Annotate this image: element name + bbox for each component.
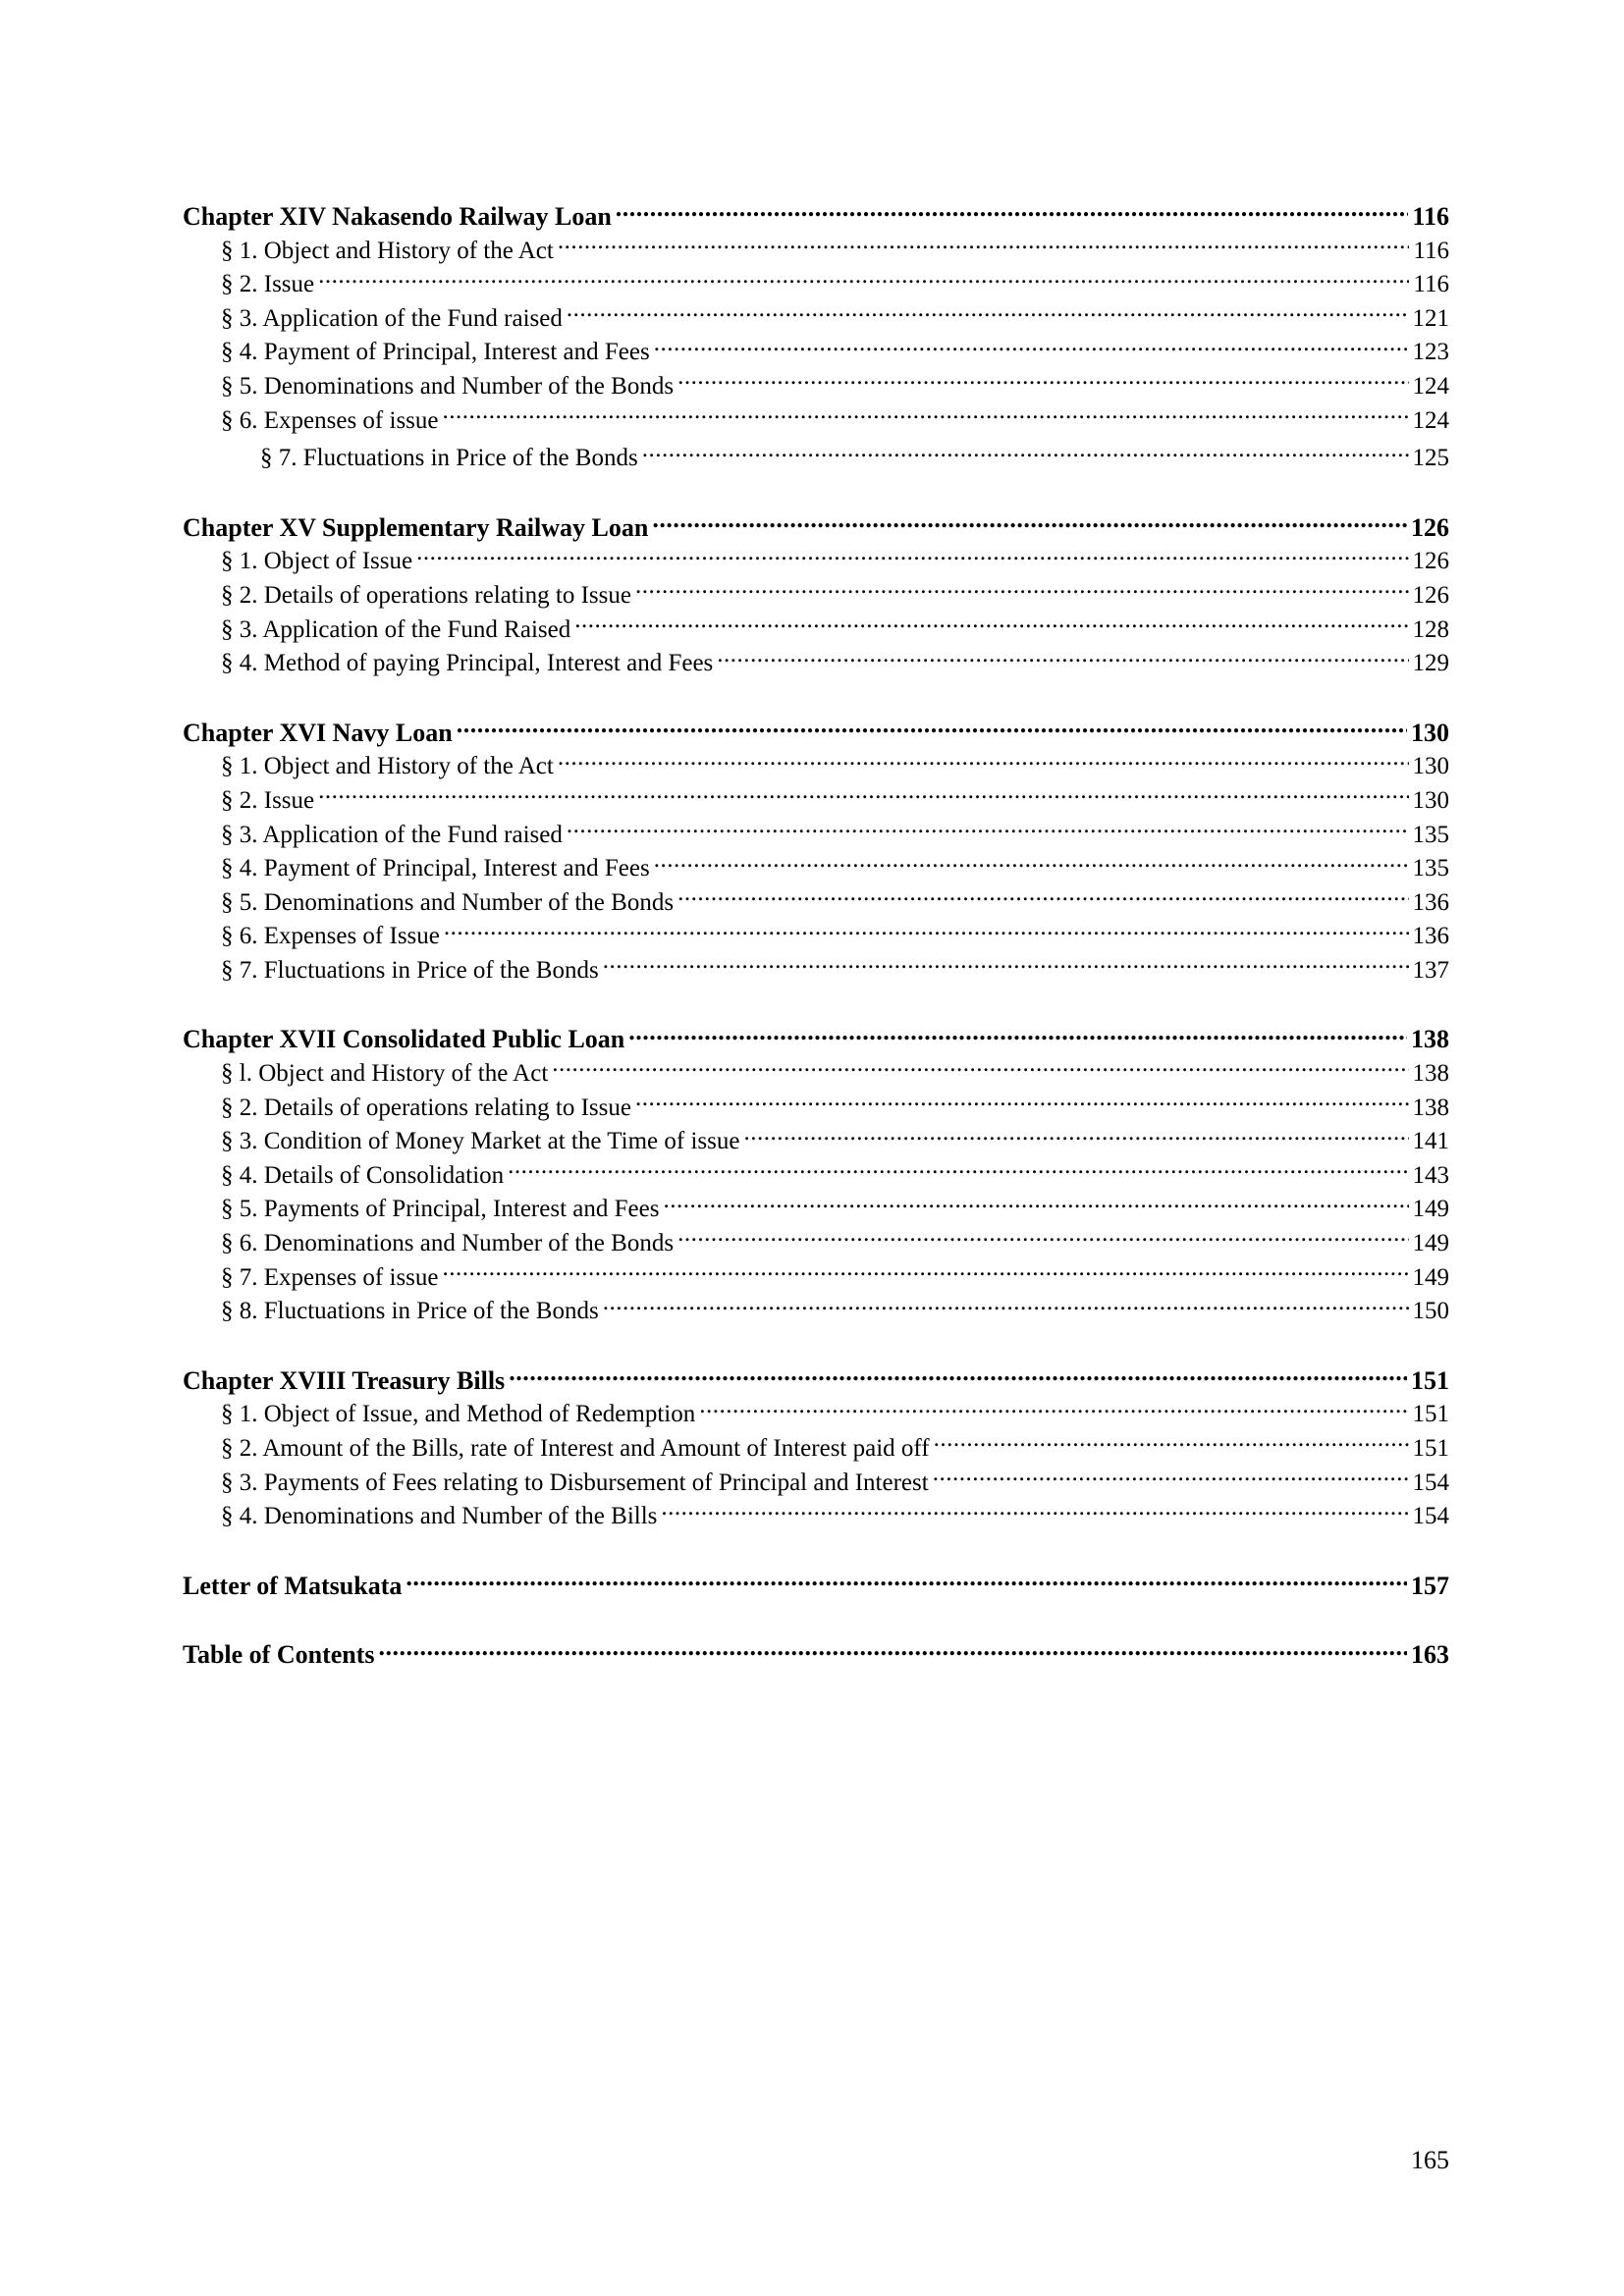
chapter-page-number: 157: [1411, 1571, 1449, 1600]
dot-leader: [567, 301, 1409, 326]
toc-section-entry: [183, 441, 1449, 475]
section-page-number: 128: [1412, 615, 1449, 643]
toc-chapter-heading: [183, 1363, 1449, 1398]
toc-section-entry: [183, 783, 1449, 818]
toc-chapter: [183, 716, 1449, 988]
section-title: § 1. Object and History of the Act: [221, 753, 554, 780]
toc-section-entry: [183, 267, 1449, 301]
dot-leader: [677, 885, 1408, 910]
toc-section-entry: [183, 818, 1449, 852]
dot-leader: [318, 783, 1408, 808]
section-page-number: 124: [1412, 406, 1449, 434]
chapter-title: Chapter XVIII Treasury Bills: [183, 1365, 506, 1395]
toc-section-entry: [183, 919, 1449, 953]
toc-chapter: [183, 1569, 1449, 1603]
chapter-title: Chapter XIV Nakasendo Railway Loan: [183, 202, 612, 231]
toc-section-entry: [183, 613, 1449, 647]
section-page-number: 116: [1413, 271, 1449, 298]
toc-section-entry: [183, 403, 1449, 438]
toc-chapter-heading: [183, 1637, 1449, 1672]
section-page-number: 121: [1412, 304, 1449, 332]
section-page-number: 137: [1412, 956, 1449, 984]
toc-chapter-heading: [183, 1569, 1449, 1603]
section-title: § 3. Application of the Fund raised: [221, 821, 563, 848]
toc-section-entry: [183, 1124, 1449, 1158]
chapter-page-number: 138: [1411, 1025, 1449, 1054]
section-title: § 7. Expenses of issue: [221, 1263, 439, 1291]
chapter-page-number: 151: [1411, 1365, 1449, 1395]
section-title: § 4. Payment of Principal, Interest and Fees: [221, 855, 650, 882]
section-title: § 6. Expenses of issue: [221, 406, 439, 434]
section-page-number: 141: [1412, 1128, 1449, 1155]
section-title: § 8. Fluctuations in Price of the Bonds: [221, 1298, 599, 1325]
section-title: § 7. Fluctuations in Price of the Bonds: [221, 956, 599, 984]
toc-section-entry: [183, 1294, 1449, 1328]
section-page-number: 143: [1412, 1161, 1449, 1189]
toc-section-entry: [183, 953, 1449, 988]
toc-section-entry: [183, 646, 1449, 680]
section-page-number: 149: [1412, 1230, 1449, 1257]
section-page-number: 149: [1412, 1263, 1449, 1291]
section-title: § 2. Amount of the Bills, rate of Interest and Amount of Interest paid off: [221, 1435, 930, 1462]
chapter-title: Letter of Matsukata: [183, 1571, 403, 1600]
section-page-number: 126: [1412, 581, 1449, 609]
toc-chapter-heading: [183, 1022, 1449, 1056]
section-page-number: 125: [1412, 445, 1449, 472]
section-page-number: 149: [1412, 1196, 1449, 1223]
section-page-number: 123: [1412, 339, 1449, 366]
dot-leader: [616, 199, 1409, 225]
dot-leader: [444, 919, 1409, 943]
dot-leader: [642, 441, 1409, 465]
section-title: § 2. Details of operations relating to Issue: [221, 581, 631, 609]
toc-chapter: [183, 510, 1449, 680]
toc-section-entry: [183, 1397, 1449, 1431]
toc-chapter: [183, 1363, 1449, 1533]
toc-section-entry: [183, 369, 1449, 403]
section-page-number: 129: [1412, 650, 1449, 677]
section-title: § 2. Issue: [221, 271, 315, 298]
dot-leader: [603, 1294, 1409, 1318]
dot-leader: [558, 234, 1410, 258]
toc-section-entry: [183, 578, 1449, 613]
section-title: § 5. Denominations and Number of the Bonds: [221, 372, 675, 400]
section-title: § 5. Denominations and Number of the Bonds: [221, 888, 675, 916]
dot-leader: [379, 1637, 1407, 1663]
section-title: § 1. Object of Issue: [221, 548, 413, 575]
section-title: § 7. Fluctuations in Price of the Bonds: [260, 445, 638, 472]
toc-section-entry: [183, 1226, 1449, 1260]
toc-chapter-heading: [183, 716, 1449, 750]
section-page-number: 138: [1412, 1094, 1449, 1121]
dot-leader: [552, 1056, 1408, 1081]
dot-leader: [443, 403, 1409, 428]
section-page-number: 138: [1412, 1060, 1449, 1088]
section-title: § 4. Method of paying Principal, Interest and Fees: [221, 650, 714, 677]
section-page-number: 135: [1412, 821, 1449, 848]
dot-leader: [574, 613, 1408, 637]
section-page-number: 116: [1413, 237, 1449, 264]
toc-chapter: [183, 199, 1449, 475]
toc-section-entry: [183, 1499, 1449, 1533]
section-page-number: 154: [1412, 1468, 1449, 1496]
section-title: § 2. Issue: [221, 786, 315, 814]
section-page-number: 136: [1412, 888, 1449, 916]
dot-leader: [699, 1397, 1408, 1421]
section-title: § 4. Details of Consolidation: [221, 1161, 505, 1189]
dot-leader: [663, 1192, 1408, 1216]
section-title: § 3. Condition of Money Market at the Time of issue: [221, 1128, 740, 1155]
chapter-title: Chapter XVII Consolidated Public Loan: [183, 1025, 625, 1054]
toc-section-entry: [183, 1466, 1449, 1500]
dot-leader: [677, 1226, 1408, 1251]
toc-section-entry: [183, 749, 1449, 783]
dot-leader: [318, 267, 1409, 292]
section-page-number: 130: [1412, 753, 1449, 780]
chapter-title: Table of Contents: [183, 1640, 375, 1670]
page-number: 165: [1411, 2146, 1449, 2174]
toc-section-entry: [183, 335, 1449, 369]
section-title: § 5. Payments of Principal, Interest and Fees: [221, 1196, 660, 1223]
dot-leader: [457, 716, 1407, 741]
dot-leader: [635, 1091, 1409, 1115]
toc-section-entry: [183, 851, 1449, 885]
dot-leader: [652, 510, 1407, 536]
toc-section-entry: [183, 301, 1449, 336]
dot-leader: [654, 851, 1409, 876]
dot-leader: [717, 646, 1408, 670]
dot-leader: [933, 1466, 1409, 1490]
dot-leader: [677, 369, 1408, 394]
section-page-number: 150: [1412, 1298, 1449, 1325]
toc-section-entry: [183, 885, 1449, 920]
section-title: § 3. Payments of Fees relating to Disbursement of Principal and Interest: [221, 1468, 929, 1496]
section-page-number: 130: [1412, 786, 1449, 814]
section-page-number: 151: [1412, 1401, 1449, 1428]
dot-leader: [509, 1363, 1407, 1389]
dot-leader: [635, 578, 1409, 603]
dot-leader: [661, 1499, 1408, 1523]
toc-section-entry: [183, 544, 1449, 578]
section-page-number: 154: [1412, 1503, 1449, 1530]
section-title: § 4. Denominations and Number of the Bills: [221, 1503, 658, 1530]
toc-section-entry: [183, 1056, 1449, 1091]
toc-chapter-heading: [183, 510, 1449, 545]
section-title: § 1. Object of Issue, and Method of Redemption: [221, 1401, 696, 1428]
dot-leader: [443, 1260, 1409, 1285]
dot-leader: [406, 1569, 1407, 1594]
section-title: § 6. Denominations and Number of the Bonds: [221, 1230, 675, 1257]
section-page-number: 124: [1412, 372, 1449, 400]
section-page-number: 135: [1412, 855, 1449, 882]
section-title: § 4. Payment of Principal, Interest and Fees: [221, 339, 650, 366]
chapter-page-number: 163: [1411, 1640, 1449, 1670]
chapter-page-number: 130: [1411, 718, 1449, 747]
dot-leader: [416, 544, 1408, 568]
toc-section-entry: [183, 1158, 1449, 1193]
section-title: § l. Object and History of the Act: [221, 1060, 549, 1088]
section-title: § 3. Application of the Fund Raised: [221, 615, 571, 643]
section-page-number: 126: [1412, 548, 1449, 575]
section-page-number: 151: [1412, 1435, 1449, 1462]
dot-leader: [558, 749, 1409, 774]
dot-leader: [628, 1022, 1407, 1047]
section-title: § 6. Expenses of Issue: [221, 923, 440, 950]
table-of-contents: [183, 199, 1449, 1672]
toc-section-entry: [183, 234, 1449, 268]
dot-leader: [567, 818, 1409, 842]
section-title: § 2. Details of operations relating to Issue: [221, 1094, 631, 1121]
section-page-number: 136: [1412, 923, 1449, 950]
section-title: § 3. Application of the Fund raised: [221, 304, 563, 332]
dot-leader: [743, 1124, 1408, 1148]
dot-leader: [934, 1431, 1409, 1456]
chapter-title: Chapter XV Supplementary Railway Loan: [183, 512, 649, 542]
toc-section-entry: [183, 1192, 1449, 1226]
chapter-page-number: 126: [1411, 512, 1449, 542]
dot-leader: [508, 1158, 1408, 1183]
toc-section-entry: [183, 1260, 1449, 1295]
toc-section-entry: [183, 1431, 1449, 1466]
chapter-title: Chapter XVI Navy Loan: [183, 718, 453, 747]
chapter-page-number: 116: [1412, 202, 1449, 231]
toc-chapter-heading: [183, 199, 1449, 234]
dot-leader: [654, 335, 1409, 359]
section-title: § 1. Object and History of the Act: [221, 237, 554, 264]
toc-chapter: [183, 1022, 1449, 1327]
dot-leader: [603, 953, 1409, 978]
toc-chapter: [183, 1637, 1449, 1672]
toc-section-entry: [183, 1091, 1449, 1125]
